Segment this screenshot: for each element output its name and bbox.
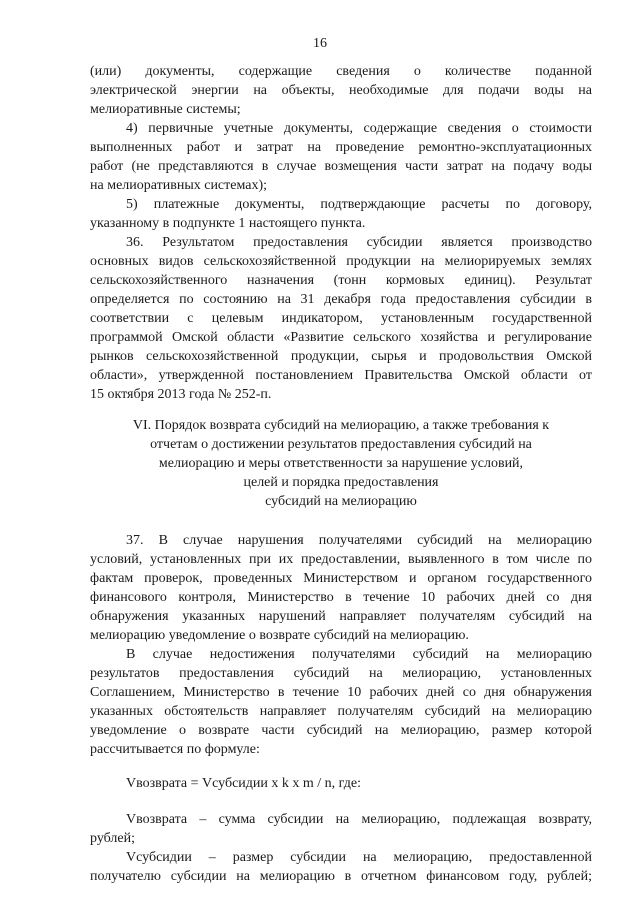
section-heading-line: отчетам о достижении результатов предоставления субсидий на: [150, 437, 532, 452]
text-line: рублей;: [90, 831, 135, 846]
text-line: определяется по состоянию на 31 декабря года предоставления субсидии в: [90, 292, 592, 307]
text-line: Vвозврата – сумма субсидии на мелиорацию, подлежащая возврату,: [126, 812, 592, 827]
text-line: условий, установленных при их предоставлении, выявленного в том числе по: [90, 552, 592, 567]
text-line: работ (не представляются в случае возмещения части затрат на подачу воды: [90, 159, 592, 174]
text-line: основных видов сельскохозяйственной продукции на мелиорируемых землях: [90, 254, 592, 269]
text-line: (или) документы, содержащие сведения о количестве поданной: [90, 64, 592, 79]
text-line: мелиорацию уведомление о возврате субсидий на мелиорацию.: [90, 628, 469, 643]
text-line: рассчитывается по формуле:: [90, 742, 260, 757]
text-line: Соглашением, Министерство в течение 10 рабочих дней со дня обнаружения: [90, 685, 592, 700]
text-line: 37. В случае нарушения получателями субсидий на мелиорацию: [126, 533, 592, 548]
text-line: рынков сельскохозяйственной продукции, сырья и продовольствия Омской: [90, 349, 592, 364]
text-line: области», утвержденной постановлением Правительства Омской области от: [90, 368, 592, 383]
section-heading-line: мелиорацию и меры ответственности за нарушение условий,: [158, 456, 524, 471]
text-line: электрической энергии на объекты, необходимые для подачи воды на: [90, 83, 592, 98]
section-heading-line: целей и порядка предоставления: [243, 475, 439, 490]
text-line: Vсубсидии – размер субсидии на мелиорацию, предоставленной: [126, 850, 592, 865]
text-line: обнаружения указанных нарушений направляет получателям субсидий на: [90, 609, 592, 624]
text-line: финансового контроля, Министерство в течение 10 рабочих дней со дня: [90, 590, 592, 605]
text-line: фактам проверок, проведенных Министерством и органом государственного: [90, 571, 592, 586]
text-line: уведомление о возврате части субсидий на мелиорацию, размер которой: [90, 723, 592, 738]
formula-line: Vвозврата = Vсубсидии x k x m / n, где:: [126, 776, 361, 791]
text-line: 4) первичные учетные документы, содержащие сведения о стоимости: [126, 121, 592, 136]
text-line: указанных обстоятельств направляет получателям субсидий на мелиорацию: [90, 704, 592, 719]
text-line: получателю субсидии на мелиорацию в отчетном финансовом году, рублей;: [90, 869, 592, 884]
page-number: 16: [313, 36, 327, 51]
text-line: 36. Результатом предоставления субсидии является производство: [126, 235, 592, 250]
text-line: В случае недостижения получателями субсидий на мелиорацию: [126, 647, 592, 662]
text-line: мелиоративные системы;: [90, 102, 241, 117]
text-line: соответствии с целевым индикатором, установленным государственной: [90, 311, 592, 326]
text-line: результатов предоставления субсидий на мелиорацию, установленных: [90, 666, 592, 681]
text-line: на мелиоративных системах);: [90, 178, 268, 193]
text-line: 15 октября 2013 года № 252-п.: [90, 387, 272, 402]
text-line: указанному в подпункте 1 настоящего пункта.: [90, 216, 366, 231]
text-line: выполненных работ и затрат на проведение ремонтно-эксплуатационных: [90, 140, 592, 155]
text-line: программой Омской области «Развитие сельского хозяйства и регулирование: [90, 330, 592, 345]
text-line: 5) платежные документы, подтверждающие расчеты по договору,: [126, 197, 592, 212]
section-heading-line: VI. Порядок возврата субсидий на мелиорацию, а также требования к: [132, 418, 550, 433]
text-line: сельскохозяйственного назначения (тонн кормовых единиц). Результат: [90, 273, 592, 288]
section-heading-line: субсидий на мелиорацию: [265, 494, 417, 509]
